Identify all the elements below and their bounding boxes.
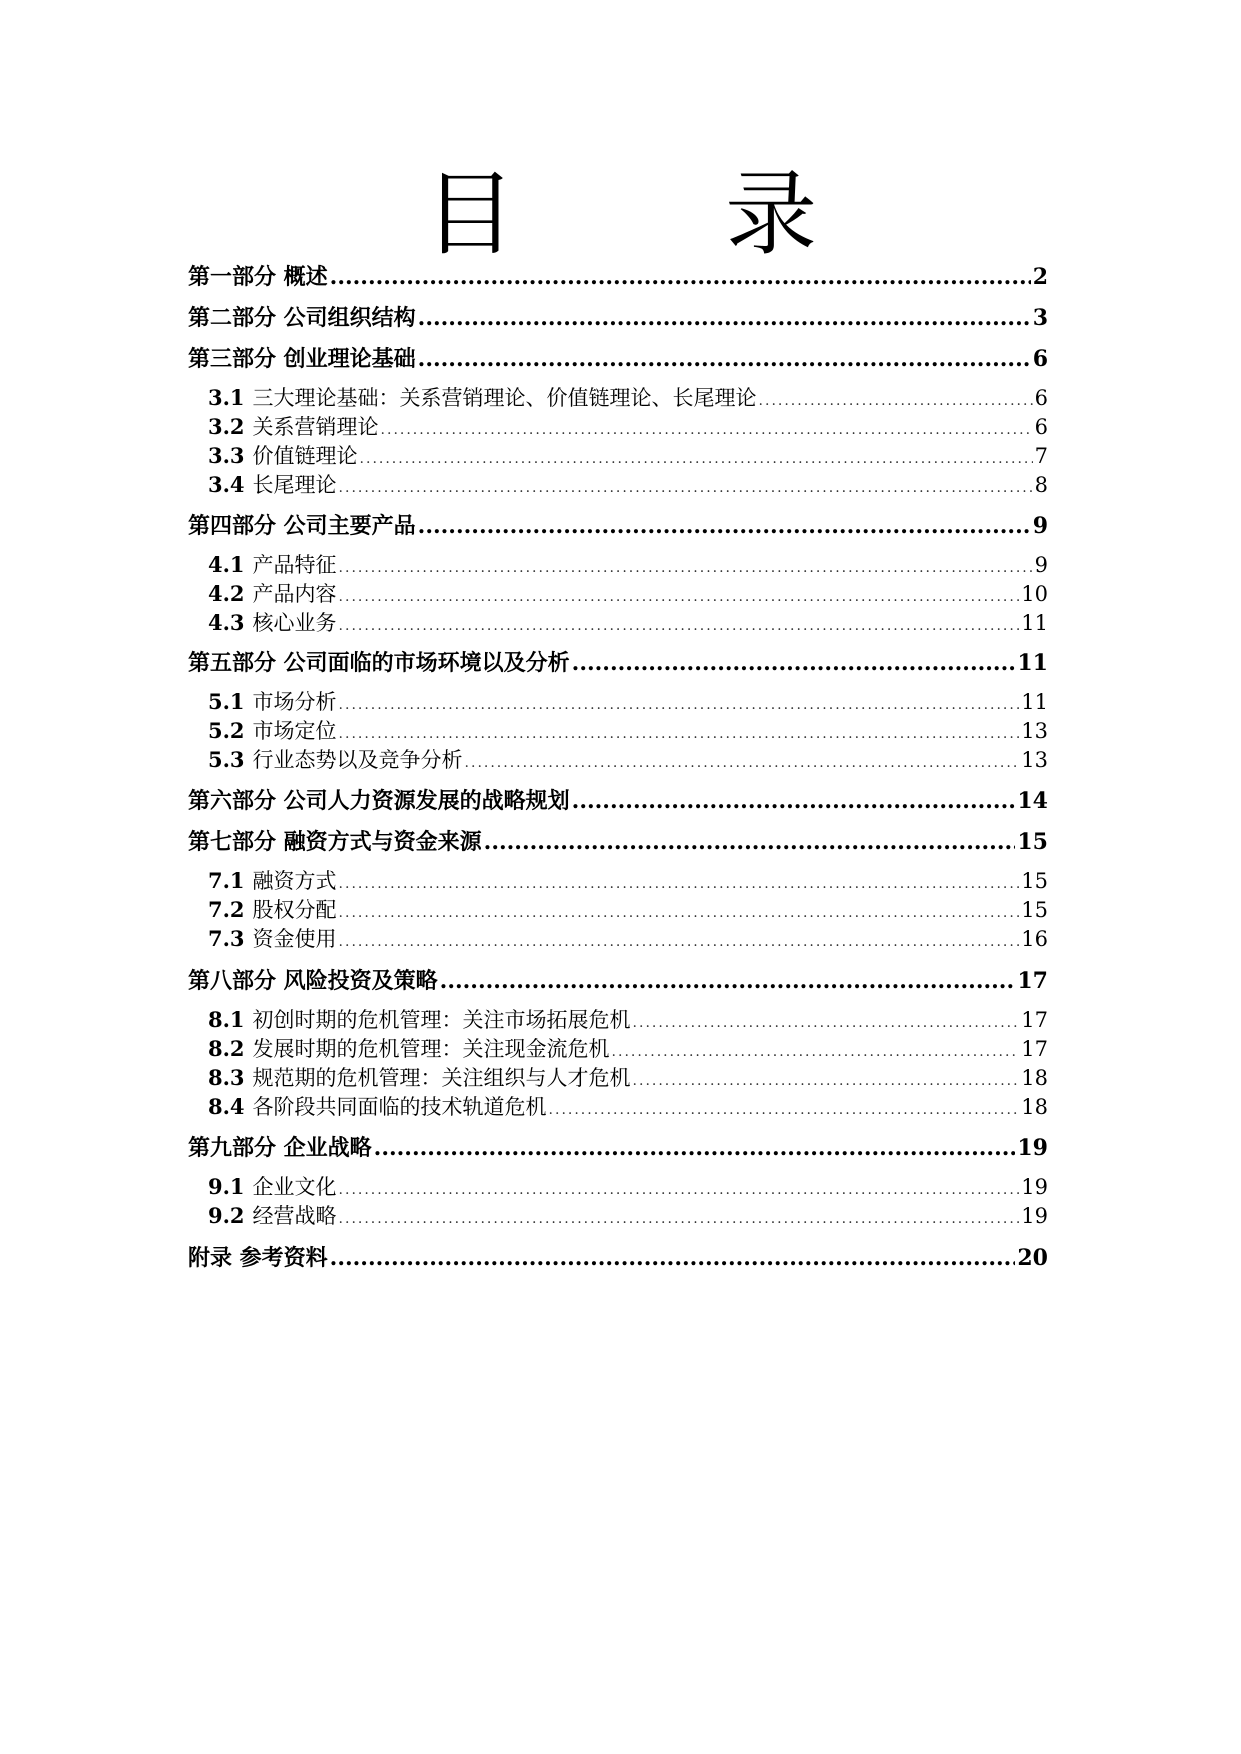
toc-page-number: 9 [1032,513,1048,539]
toc-subsection-entry[interactable] [188,384,1048,415]
toc-entry-number: 3.2 [208,414,245,439]
toc-page-number: 11 [1021,611,1048,635]
toc-page-number: 9 [1034,553,1048,577]
toc-entry-title: 资金使用 [252,927,337,951]
toc-section-entry[interactable] [188,827,1048,857]
dot-leader [418,511,1031,541]
toc-subsection-entry[interactable] [188,896,1048,927]
toc-entry-number: 7.3 [208,926,245,951]
toc-entry-label [188,442,358,470]
dot-leader [572,786,1016,816]
toc-page-number: 15 [1017,829,1048,855]
toc-entry-title: 规范期的危机管理：关注组织与人才危机 [252,1066,631,1090]
toc-section-entry[interactable] [188,303,1048,333]
toc-subsection-entry[interactable] [188,1202,1048,1233]
toc-entry-title: 产品特征 [252,553,337,577]
toc-section-entry[interactable] [188,344,1048,374]
toc-entry-number: 3.1 [208,385,245,410]
toc-section-entry[interactable] [188,1133,1048,1163]
toc-subsection-entry[interactable] [188,471,1048,502]
toc-page-number: 17 [1021,1037,1048,1061]
toc-subsection-entry[interactable] [188,580,1048,611]
toc-entry-number: 7.1 [208,868,245,893]
toc-entry-title: 发展时期的危机管理：关注现金流危机 [252,1037,610,1061]
toc-page-number: 11 [1017,650,1048,676]
toc-page-number: 2 [1032,264,1048,290]
toc-entry-number: 3.4 [208,472,245,497]
dot-leader [440,966,1016,996]
toc-entry-label [188,384,757,412]
dot-leader [633,1009,1020,1037]
page-title: 目 录 [423,161,908,268]
toc-entry-title: 第三部分 创业理论基础 [188,346,416,372]
toc-entry-title: 企业文化 [252,1175,337,1199]
dot-leader [339,1176,1020,1204]
toc-entry-label [188,1202,337,1230]
toc-page-number: 19 [1021,1175,1048,1199]
toc-entry-title: 第六部分 公司人力资源发展的战略规划 [188,788,570,814]
toc-entry-label [188,688,337,716]
toc-subsection-entry[interactable] [188,717,1048,748]
dot-leader [339,612,1020,640]
toc-entry-title: 股权分配 [252,898,337,922]
toc-entry-label [188,1064,631,1092]
toc-subsection-entry[interactable] [188,925,1048,956]
toc-page-number: 17 [1017,968,1048,994]
dot-leader [339,554,1033,582]
toc-page-number: 20 [1017,1245,1048,1271]
dot-leader [759,387,1033,415]
dot-leader [572,648,1016,678]
toc-page-number: 16 [1021,927,1048,951]
dot-leader [339,899,1020,927]
dot-leader [484,827,1016,857]
toc-entry-label [188,471,337,499]
toc-page-number: 6 [1034,415,1048,439]
toc-section-entry[interactable] [188,648,1048,678]
toc-entry-label [188,580,337,608]
toc-entry-title: 第四部分 公司主要产品 [188,513,416,539]
toc-entry-title: 第一部分 概述 [188,264,328,290]
toc-entry-title: 长尾理论 [252,473,337,497]
toc-entry-label [188,717,337,745]
dot-leader [330,1243,1016,1273]
toc-page-number: 15 [1021,869,1048,893]
dot-leader [339,928,1020,956]
toc-entry-title: 第五部分 公司面临的市场环境以及分析 [188,650,570,676]
toc-entry-label [188,746,463,774]
dot-leader [330,262,1031,292]
toc-subsection-entry[interactable] [188,1006,1048,1037]
toc-entry-number: 7.2 [208,897,245,922]
toc-entry-label [188,867,337,895]
toc-section-entry[interactable] [188,966,1048,996]
toc-section-entry[interactable] [188,262,1048,292]
toc-entry-number: 5.2 [208,718,245,743]
toc-entry-label [188,1006,631,1034]
toc-page-number: 14 [1017,788,1048,814]
toc-page-number: 6 [1032,346,1048,372]
toc-entry-title: 第八部分 风险投资及策略 [188,968,438,994]
toc-section-entry[interactable] [188,511,1048,541]
toc-entry-number: 3.3 [208,443,245,468]
dot-leader [612,1038,1020,1066]
toc-page-number: 11 [1021,690,1048,714]
dot-leader [339,691,1020,719]
toc-subsection-entry[interactable] [188,688,1048,719]
toc-entry-title: 核心业务 [252,611,337,635]
toc-page-number: 18 [1021,1066,1048,1090]
dot-leader [339,474,1033,502]
toc-entry-title: 产品内容 [252,582,337,606]
toc-entry-label [188,896,337,924]
toc-subsection-entry[interactable] [188,746,1048,777]
toc-entry-title: 各阶段共同面临的技术轨道危机 [252,1095,547,1119]
toc-entry-title: 经营战略 [252,1204,337,1228]
dot-leader [418,344,1031,374]
toc-page-number: 6 [1034,386,1048,410]
dot-leader [339,1205,1020,1233]
toc-page-number: 10 [1021,582,1048,606]
toc-section-entry[interactable] [188,786,1048,816]
toc-entry-title: 三大理论基础：关系营销理论、价值链理论、长尾理论 [252,386,757,410]
toc-entry-number: 4.2 [208,581,245,606]
toc-entry-label [188,1173,337,1201]
dot-leader [465,749,1020,777]
dot-leader [360,445,1033,473]
toc-page-number: 18 [1021,1095,1048,1119]
dot-leader [418,303,1031,333]
toc-entry-number: 5.1 [208,689,245,714]
toc-subsection-entry[interactable] [188,1093,1048,1124]
toc-page-number: 7 [1034,444,1048,468]
toc-entry-number: 5.3 [208,747,245,772]
toc-entry-title: 初创时期的危机管理：关注市场拓展危机 [252,1008,631,1032]
dot-leader [549,1096,1020,1124]
toc-page-number: 19 [1021,1204,1048,1228]
toc-entry-title: 附录 参考资料 [188,1245,328,1271]
toc-page-number: 8 [1034,473,1048,497]
toc-page-number: 15 [1021,898,1048,922]
toc-subsection-entry[interactable] [188,867,1048,898]
dot-leader [633,1067,1020,1095]
dot-leader [339,583,1020,611]
toc-entry-title: 第七部分 融资方式与资金来源 [188,829,482,855]
toc-entry-title: 关系营销理论 [252,415,379,439]
toc-entry-title: 行业态势以及竞争分析 [252,748,463,772]
toc-entry-title: 市场定位 [252,719,337,743]
toc-entry-label [188,413,379,441]
toc-entry-label [188,1093,547,1121]
toc-entry-number: 8.2 [208,1036,245,1061]
toc-subsection-entry[interactable] [188,551,1048,582]
toc-subsection-entry[interactable] [188,609,1048,640]
toc-entry-label [188,551,337,579]
toc-entry-number: 8.4 [208,1094,245,1119]
toc-subsection-entry[interactable] [188,1064,1048,1095]
toc-subsection-entry[interactable] [188,442,1048,473]
toc-subsection-entry[interactable] [188,413,1048,444]
dot-leader [339,870,1020,898]
toc-section-entry[interactable] [188,1243,1048,1273]
toc-entry-title: 第九部分 企业战略 [188,1135,372,1161]
toc-subsection-entry[interactable] [188,1173,1048,1204]
toc-entry-number: 9.2 [208,1203,245,1228]
dot-leader [374,1133,1016,1163]
toc-entry-label [188,925,337,953]
toc-page-number: 17 [1021,1008,1048,1032]
toc-entry-title: 价值链理论 [252,444,358,468]
dot-leader [339,720,1020,748]
toc-entry-title: 第二部分 公司组织结构 [188,305,416,331]
toc-entry-label [188,1035,610,1063]
dot-leader [381,416,1033,444]
toc-entry-number: 4.1 [208,552,245,577]
toc-entry-title: 融资方式 [252,869,337,893]
toc-entry-number: 4.3 [208,610,245,635]
toc-page-number: 3 [1032,305,1048,331]
toc-subsection-entry[interactable] [188,1035,1048,1066]
toc-entry-label [188,609,337,637]
toc-page-number: 19 [1017,1135,1048,1161]
toc-entry-title: 市场分析 [252,690,337,714]
toc-entry-number: 8.3 [208,1065,245,1090]
toc-entry-number: 8.1 [208,1007,245,1032]
toc-entry-number: 9.1 [208,1174,245,1199]
toc-page-number: 13 [1021,719,1048,743]
toc-page-number: 13 [1021,748,1048,772]
